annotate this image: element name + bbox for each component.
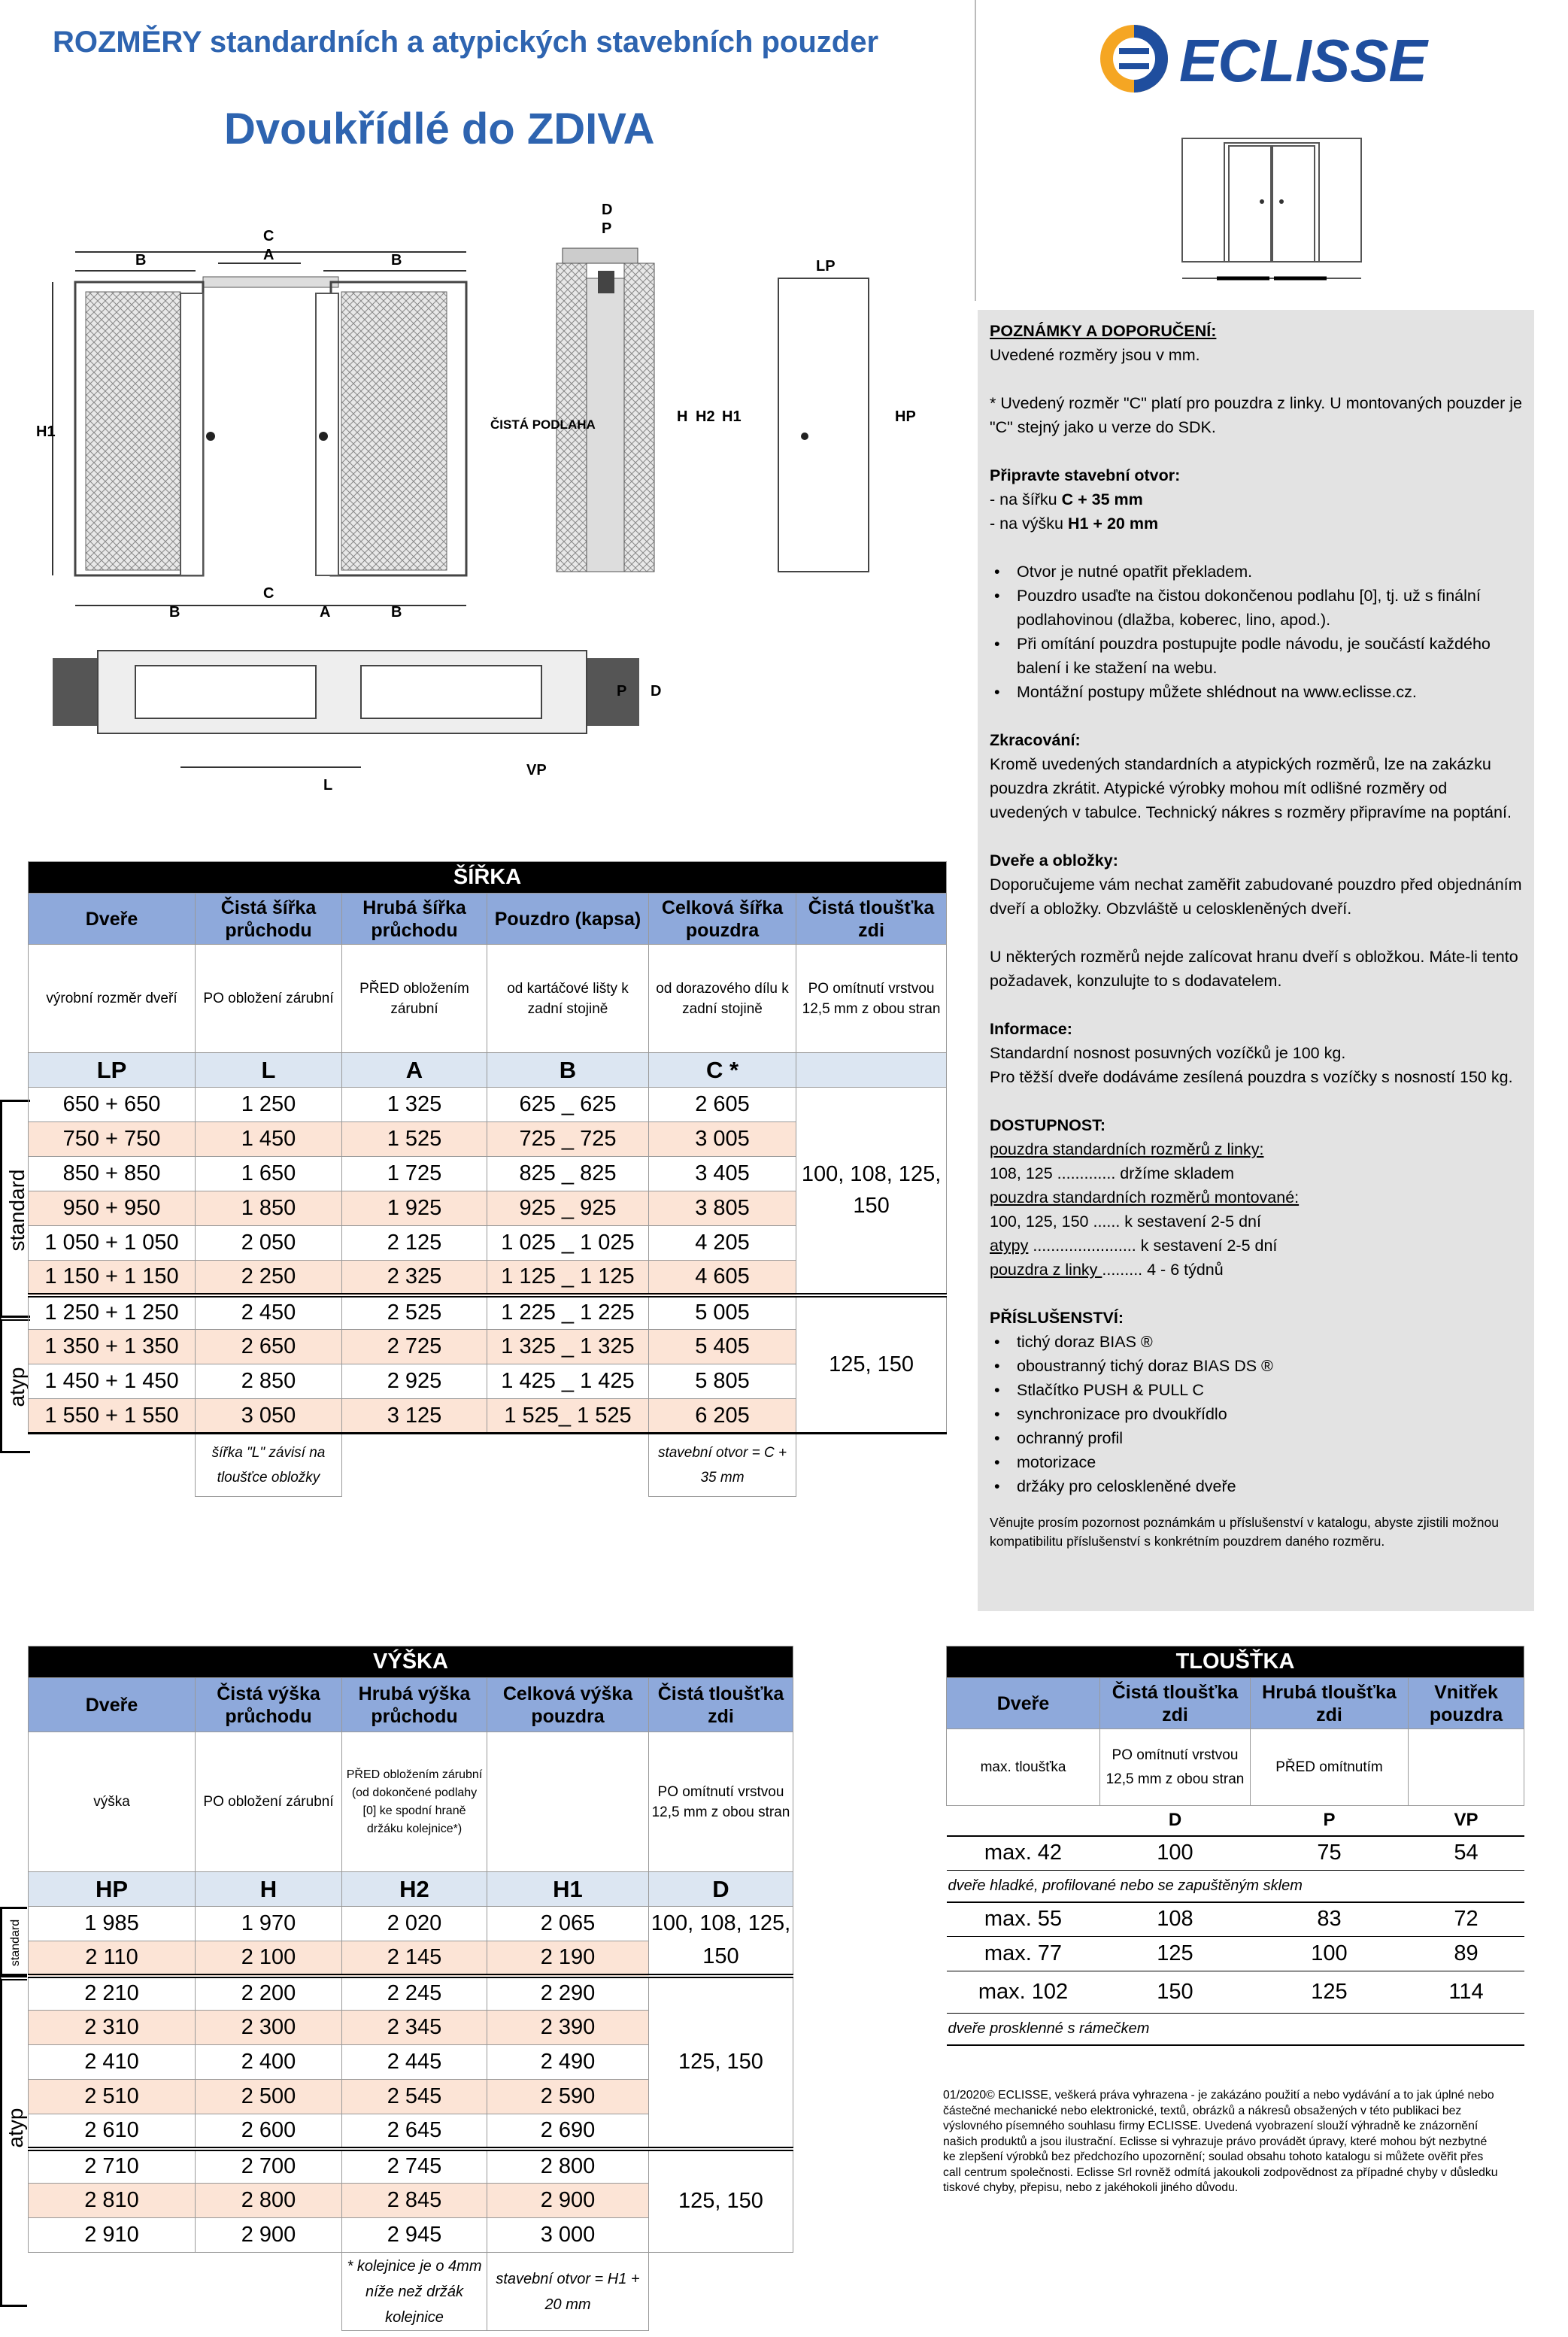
side-atyp: atyp xyxy=(0,1316,30,1453)
col-letter: C * xyxy=(649,1053,796,1088)
table-row: 2 510 2 500 2 545 2 590 xyxy=(29,2080,793,2114)
col-sub: PO obložení zárubní xyxy=(196,945,342,1053)
col-letter: H2 xyxy=(342,1872,487,1907)
label-floor: ČISTÁ PODLAHA xyxy=(490,417,596,432)
prep-heading: Připravte stavební otvor: xyxy=(990,466,1181,484)
col-sub: od kartáčové lišty k zadní stojině xyxy=(487,945,649,1053)
col-header: Hrubá tloušťka zdi xyxy=(1251,1678,1409,1729)
table-row: 1 250 + 1 250 2 450 2 525 1 225 _ 1 225 5 005 125, 150 xyxy=(29,1295,947,1330)
table-row: 2 610 2 600 2 645 2 690 xyxy=(29,2114,793,2149)
label-h: H xyxy=(677,408,688,425)
col-sub: PO obložení zárubní xyxy=(196,1732,342,1872)
col-letter: P xyxy=(1251,1806,1409,1836)
col-sub: PŘED omítnutím xyxy=(1251,1729,1409,1806)
label-p2: P xyxy=(617,683,627,700)
height-table xyxy=(28,1646,793,2331)
col-header: Vnitřek pouzdra xyxy=(1409,1678,1524,1729)
table-row: 1 450 + 1 450 2 850 2 925 1 425 _ 1 425 5 805 xyxy=(29,1364,947,1399)
avail-line: pouzdra standardních rozměrů z linky: xyxy=(990,1140,1264,1158)
col-letter: LP xyxy=(29,1053,196,1088)
table-row: 2 310 2 300 2 345 2 390 xyxy=(29,2011,793,2045)
short-heading: Zkracování: xyxy=(990,731,1081,749)
table-row: 1 350 + 1 350 2 650 2 725 1 325 _ 1 325 5 405 xyxy=(29,1330,947,1364)
avail-heading: DOSTUPNOST: xyxy=(990,1116,1106,1134)
table-row: max. 102 150 125 114 xyxy=(947,1971,1524,2014)
side-standard: standard xyxy=(0,1907,27,1976)
col-sub: PO omítnutí vrstvou 12,5 mm z obou stran xyxy=(796,945,947,1053)
page-title: ROZMĚRY standardních a atypických stavebních pouzder xyxy=(53,26,879,59)
table-row: 950 + 950 1 850 1 925 925 _ 925 3 805 xyxy=(29,1191,947,1226)
final-note: Věnujte prosím pozornost poznámkám u příslušenství v katalogu, abyste zjistili možnou kompatibilitu příslušenství s konkrétním pouzdrem daného rozměru. xyxy=(990,1515,1499,1549)
info-text2: Pro těžší dveře dodáváme zesílená pouzdra s vozíčky s nosností 150 kg. xyxy=(990,1068,1513,1086)
notes-units: Uvedené rozměry jsou v mm. xyxy=(990,346,1200,364)
thickness-table xyxy=(946,1646,1524,2046)
acc-item: • ochranný profil xyxy=(990,1426,1522,1450)
table-row: 2 210 2 200 2 245 2 290 125, 150 xyxy=(29,1976,793,2011)
table-row: 2 810 2 800 2 845 2 900 xyxy=(29,2184,793,2218)
note-h2: * kolejnice je o 4mm níže než držák kolejnice xyxy=(342,2253,487,2331)
table-row: 650 + 650 1 250 1 325 625 _ 625 2 605 100, 108, 125, 150 xyxy=(29,1088,947,1122)
label-a2: A xyxy=(320,604,331,621)
thick-note: dveře prosklenné s rámečkem xyxy=(947,2014,1524,2045)
label-h1b: H1 xyxy=(722,408,742,425)
label-vp: VP xyxy=(526,762,547,778)
col-letter: H xyxy=(196,1872,342,1907)
table-row: 2 910 2 900 2 945 3 000 xyxy=(29,2218,793,2253)
avail-line: atypy ....................... k sestavení 2-5 dní xyxy=(990,1237,1278,1255)
col-header: Čistá šířka průchodu xyxy=(196,894,342,945)
notes-panel xyxy=(978,310,1534,1611)
col-letter xyxy=(796,1053,947,1088)
side-standard: standard xyxy=(0,1100,30,1318)
avail-line: pouzdra standardních rozměrů montované: xyxy=(990,1188,1300,1206)
label-c: C xyxy=(263,228,274,244)
label-lp: LP xyxy=(816,258,836,275)
width-title: ŠÍŘKA xyxy=(29,862,947,894)
door-heading: Dveře a obložky: xyxy=(990,851,1118,870)
col-header: Dveře xyxy=(29,894,196,945)
col-sub xyxy=(487,1732,649,1872)
eclisse-logo xyxy=(1096,21,1435,96)
width-table xyxy=(28,861,947,1497)
info-heading: Informace: xyxy=(990,1020,1072,1038)
svg-text:ECLISSE: ECLISSE xyxy=(1179,27,1430,94)
page-subtitle: Dvoukřídlé do ZDIVA xyxy=(224,105,655,153)
avail-line: 100, 125, 150 ...... k sestavení 2-5 dní xyxy=(990,1213,1261,1231)
col-header: Dveře xyxy=(947,1678,1100,1729)
col-sub: PO omítnutí vrstvou 12,5 mm z obou stran xyxy=(1100,1729,1251,1806)
prep-width: - na šířku C + 35 mm xyxy=(990,490,1143,508)
col-sub: PŘED obložením zárubní (od dokončené podlahy [0] ke spodní hraně držáku kolejnice*) xyxy=(342,1732,487,1872)
col-header: Čistá tloušťka zdi xyxy=(796,894,947,945)
acc-item: • tichý doraz BIAS ® xyxy=(990,1330,1522,1354)
label-l: L xyxy=(323,777,333,794)
acc-item: • oboustranný tichý doraz BIAS DS ® xyxy=(990,1354,1522,1378)
col-letter: D xyxy=(1100,1806,1251,1836)
avail-line: pouzdra z linky ......... 4 - 6 týdnů xyxy=(990,1261,1224,1279)
col-letter: D xyxy=(649,1872,793,1907)
table-row: 1 985 1 970 2 020 2 065 100, 108, 125, 150 xyxy=(29,1907,793,1941)
label-d2: D xyxy=(651,683,662,700)
door-text2: U některých rozměrů nejde zalícovat hranu dveří s obložkou. Máte-li tento požadavek, konzulujte to s dodavatelem. xyxy=(990,948,1518,990)
prep-height: - na výšku H1 + 20 mm xyxy=(990,514,1159,533)
col-sub: max. tloušťka xyxy=(947,1729,1100,1806)
label-b: B xyxy=(135,252,147,269)
note-bullet: • Montážní postupy můžete shlédnout na www.eclisse.cz. xyxy=(990,680,1522,704)
note-l: šířka "L" závisí na tloušťce obložky xyxy=(196,1434,342,1497)
col-sub: PO omítnutí vrstvou 12,5 mm z obou stran xyxy=(649,1732,793,1872)
acc-item: • držáky pro celoskleněné dveře xyxy=(990,1474,1522,1498)
label-h1: H1 xyxy=(36,423,56,440)
col-sub xyxy=(1409,1729,1524,1806)
label-b2: B xyxy=(391,252,402,269)
info-text: Standardní nosnost posuvných vozíčků je 100 kg. xyxy=(990,1044,1346,1062)
label-a: A xyxy=(263,247,274,263)
label-d: D xyxy=(602,202,613,218)
label-c2: C xyxy=(263,585,274,602)
table-row: 2 710 2 700 2 745 2 800 125, 150 xyxy=(29,2149,793,2184)
table-row: 850 + 850 1 650 1 725 825 _ 825 3 405 xyxy=(29,1157,947,1191)
col-sub: výška xyxy=(29,1732,196,1872)
acc-heading: PŘÍSLUŠENSTVÍ: xyxy=(990,1309,1124,1327)
double-door-icon xyxy=(1179,135,1364,286)
label-b4: B xyxy=(391,604,402,621)
acc-item: • Stlačítko PUSH & PULL C xyxy=(990,1378,1522,1402)
copyright: 01/2020© ECLISSE, veškerá práva vyhrazena - je zakázáno použití a nebo vydávání a to jak úplné nebo částečné mechanické nebo elektronické, textů, obrázků a nákresů obsažených v této publikaci bez výslovného písemného souhlasu firmy ECLISSE. Uvedená vyobrazení slouží výhradně ke znázornění našich produktů a jsou ilustrační. Eclisse si vyhrazuje právo provádět úpravy, které mohou být nezbytné ke zlepšení výrobků bez předchozího upozornění; soulad obsahu tohoto katalogu si můžete ověřit přes call centrum společnosti. Eclisse Srl rovněž odmítá jakoukoli zodpovědnost za případné chyby v důsledku tiskové chyby, přepisu, nebo z jakéhokoli jiného důvodu. xyxy=(943,2089,1498,2194)
note-bullet: • Pouzdro usaďte na čistou dokončenou podlahu [0], tj. už s finální podlahovinou (dlažba, koberec, lino, apod.). xyxy=(990,584,1522,632)
divider xyxy=(975,0,976,301)
table-row: 1 150 + 1 150 2 250 2 325 1 125 _ 1 125 4 605 xyxy=(29,1261,947,1295)
col-header: Celková šířka pouzdra xyxy=(649,894,796,945)
col-sub: od dorazového dílu k zadní stojině xyxy=(649,945,796,1053)
col-letter: B xyxy=(487,1053,649,1088)
side-atyp: atyp xyxy=(0,1976,27,2307)
col-letter: A xyxy=(342,1053,487,1088)
height-title: VÝŠKA xyxy=(29,1647,793,1678)
table-row: 750 + 750 1 450 1 525 725 _ 725 3 005 xyxy=(29,1122,947,1157)
table-row: max. 42 100 75 54 xyxy=(947,1836,1524,1871)
acc-item: • motorizace xyxy=(990,1450,1522,1474)
note-bullet: • Otvor je nutné opatřit překladem. xyxy=(990,560,1522,584)
col-sub: PŘED obložením zárubní xyxy=(342,945,487,1053)
col-header: Pouzdro (kapsa) xyxy=(487,894,649,945)
col-header: Čistá tloušťka zdi xyxy=(1100,1678,1251,1729)
acc-item: • synchronizace pro dvoukřídlo xyxy=(990,1402,1522,1426)
col-header: Čistá tloušťka zdi xyxy=(649,1678,793,1732)
table-row: max. 55 108 83 72 xyxy=(947,1902,1524,1937)
col-header: Hrubá šířka průchodu xyxy=(342,894,487,945)
col-letter: L xyxy=(196,1053,342,1088)
table-row: 1 050 + 1 050 2 050 2 125 1 025 _ 1 025 4 205 xyxy=(29,1226,947,1261)
thick-note: dveře hladké, profilované nebo se zapuštěným sklem xyxy=(947,1871,1524,1902)
col-letter: HP xyxy=(29,1872,196,1907)
table-row: 2 410 2 400 2 445 2 490 xyxy=(29,2045,793,2080)
col-header: Čistá výška průchodu xyxy=(196,1678,342,1732)
atyp-thickness: 125, 150 xyxy=(796,1295,947,1434)
std-thickness: 100, 108, 125, 150 xyxy=(796,1088,947,1295)
table-row: max. 77 125 100 89 xyxy=(947,1937,1524,1971)
note-c: stavební otvor = C + 35 mm xyxy=(649,1434,796,1497)
thick-title: TLOUŠŤKA xyxy=(947,1647,1524,1678)
note-bullet: • Při omítání pouzdra postupujte podle návodu, je součástí každého balení i ke stažení na webu. xyxy=(990,632,1522,680)
col-header: Hrubá výška průchodu xyxy=(342,1678,487,1732)
col-letter: H1 xyxy=(487,1872,649,1907)
col-sub: výrobní rozměr dveří xyxy=(29,945,196,1053)
note-h1: stavební otvor = H1 + 20 mm xyxy=(487,2253,649,2331)
col-letter: VP xyxy=(1409,1806,1524,1836)
col-header: Celková výška pouzdra xyxy=(487,1678,649,1732)
label-hp: HP xyxy=(895,408,916,425)
notes-heading: POZNÁMKY A DOPORUČENÍ: xyxy=(990,322,1217,340)
technical-drawing xyxy=(30,196,948,797)
label-h2: H2 xyxy=(696,408,715,425)
col-header: Dveře xyxy=(29,1678,196,1732)
notes-star: * Uvedený rozměr "C" platí pro pouzdra z linky. U montovaných pouzder je "C" stejný jako u verze do SDK. xyxy=(990,394,1522,436)
short-text: Kromě uvedených standardních a atypických rozměrů, lze na zakázku pouzdra zkrátit. Atypické výrobky mohou mít odlišné rozměry od uvedených v tabulce. Technický nákres s rozměry připravíme na poptání. xyxy=(990,755,1512,821)
door-text: Doporučujeme vám nechat zaměřit zabudované pouzdro před objednáním dveří a obložky. Obzvláště u celoskleněných dveří. xyxy=(990,876,1522,918)
table-row: 2 110 2 100 2 145 2 190 xyxy=(29,1941,793,1976)
label-b3: B xyxy=(169,604,180,621)
table-row: 1 550 + 1 550 3 050 3 125 1 525_ 1 525 6 205 xyxy=(29,1399,947,1434)
avail-line: 108, 125 ............. držíme skladem xyxy=(990,1164,1235,1182)
label-p: P xyxy=(602,220,612,237)
